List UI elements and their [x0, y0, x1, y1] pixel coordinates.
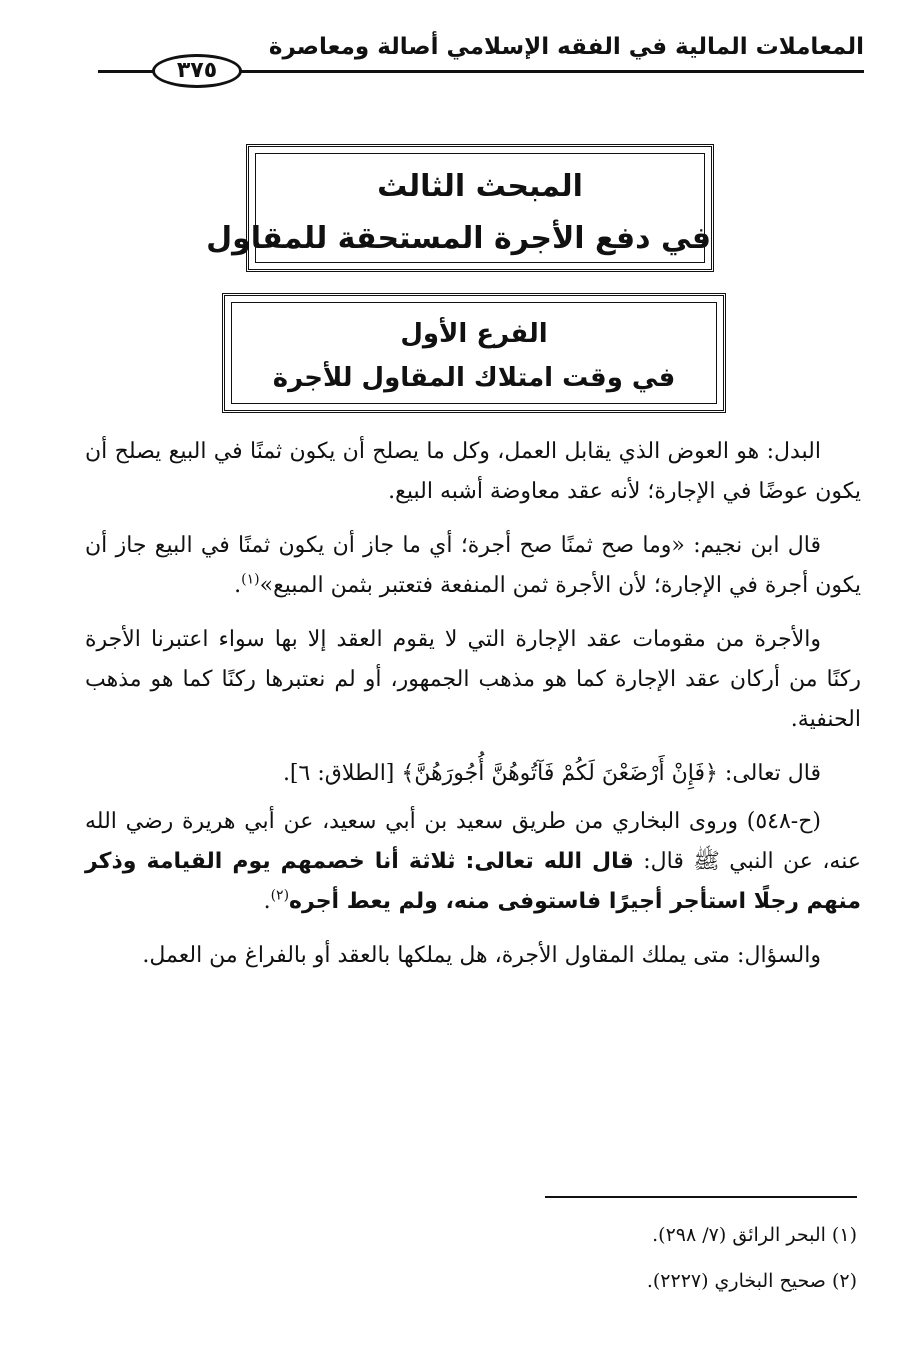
- subsection-heading-frame: [222, 293, 726, 413]
- quran-verse: ﴿فَإِنْ أَرْضَعْنَ لَكُمْ فَآتُوهُنَّ أُجُورَهُنَّ﴾: [401, 761, 718, 786]
- period: .: [263, 889, 271, 914]
- period: .: [234, 573, 242, 598]
- page-number: ٣٧٥: [152, 54, 242, 88]
- paragraph-text: البدل: هو العوض الذي يقابل العمل، وكل ما يصلح أن يكون ثمنًا في البيع يصلح أن يكون عوضًا في الإجارة؛ لأنه عقد معاوضة أشبه البيع.: [85, 439, 861, 504]
- quote-text: قال ابن نجيم: «وما صح ثمنًا صح أجرة؛ أي ما جاز أن يكون ثمنًا في البيع جاز أن يكون أجرة في الإجارة؛ لأن الأجرة ثمن المنفعة فتعتبر بثمن المبيع»: [85, 533, 861, 598]
- footnote-separator: [545, 1196, 857, 1198]
- footnote-1: (١) البحر الرائق (٧/ ٢٩٨).: [652, 1224, 857, 1246]
- paragraph-ibn-nujaym-quote: [85, 526, 861, 606]
- subsection-number: الفرع الأول: [400, 319, 548, 349]
- verse-intro: قال تعالى:: [724, 761, 821, 786]
- hadith-text: قال الله تعالى: ثلاثة أنا خصمهم يوم القيامة وذكر منهم رجلًا استأجر أجيرًا فاستوفى منه، ولم يعط أجره: [85, 849, 861, 914]
- hadith-chain: (ح-٥٤٨) وروى البخاري من طريق سعيد بن أبي سعيد، عن أبي هريرة رضي الله عنه، عن النبي ﷺ قال:: [85, 809, 861, 874]
- section-title: في دفع الأجرة المستحقة للمقاول: [206, 221, 711, 256]
- main-text: [85, 432, 861, 990]
- verse-reference: [الطلاق: ٦].: [282, 761, 395, 786]
- paragraph-wages-pillar: [85, 620, 861, 740]
- footnote-ref: (١): [241, 571, 260, 588]
- footnote-2: (٢) صحيح البخاري (٢٢٢٧).: [646, 1270, 857, 1292]
- paragraph-text: والأجرة من مقومات عقد الإجارة التي لا يقوم العقد إلا بها سواء اعتبرنا الأجرة ركنًا من أركان عقد الإجارة كما هو مذهب الجمهور، أو لم نعتبرها ركنًا كما هو مذهب الحنفية.: [85, 627, 862, 732]
- footnotes: [137, 1212, 857, 1304]
- paragraph-question: [85, 936, 861, 976]
- paragraph-definition: [85, 432, 861, 512]
- running-header: المعاملات المالية في الفقه الإسلامي أصالة ومعاصرة: [268, 34, 864, 60]
- footnote-ref: (٢): [270, 887, 290, 904]
- paragraph-text: والسؤال: متى يملك المقاول الأجرة، هل يملكها بالعقد أو بالفراغ من العمل.: [142, 943, 821, 968]
- paragraph-quran-verse: [85, 754, 861, 794]
- paragraph-hadith: [85, 802, 861, 922]
- section-number: المبحث الثالث: [377, 169, 583, 204]
- section-heading-frame: [206, 144, 714, 272]
- subsection-title: في وقت امتلاك المقاول للأجرة: [272, 363, 676, 393]
